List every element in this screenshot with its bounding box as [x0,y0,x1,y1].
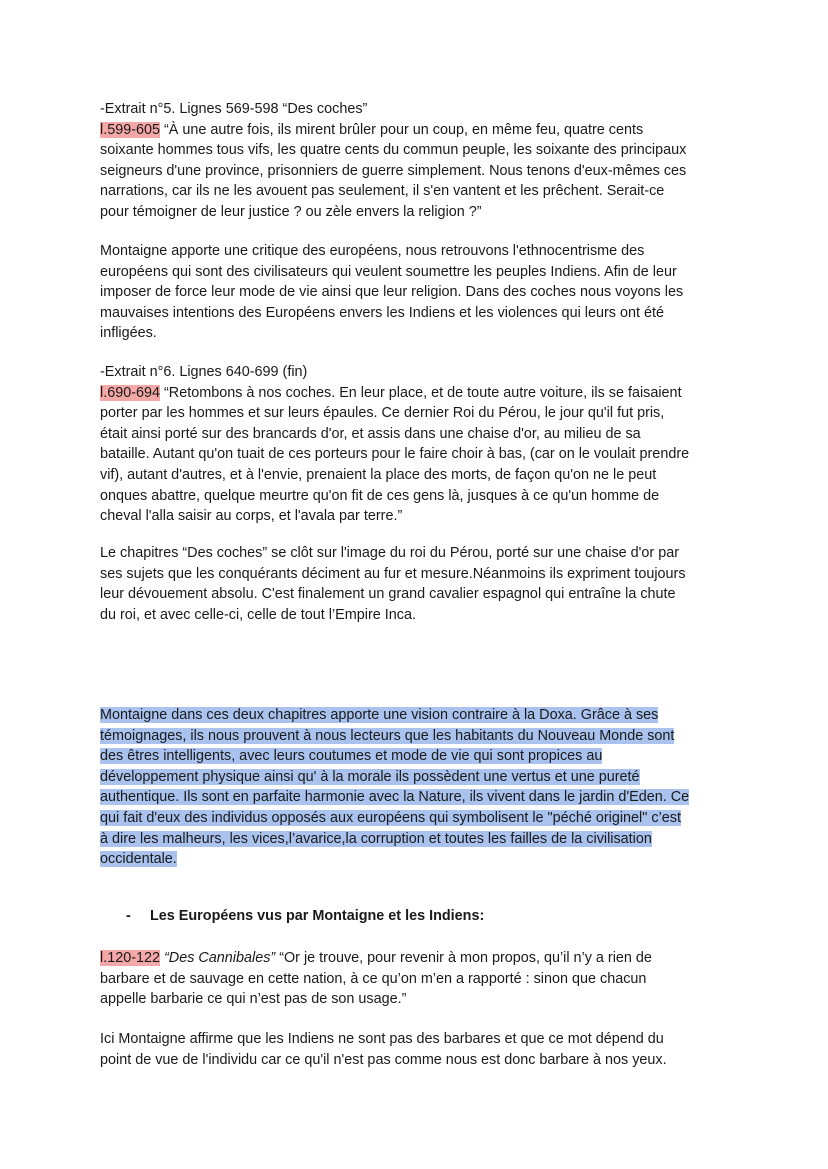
comment-cannibales-line: point de vue de l'individu car ce qu'il n'est pas comme nous est donc barbare à nos yeux. [100,1051,667,1068]
extract-6-quote-line: bataille. Autant qu'on tuait de ces porteurs pour le faire choir à bas, (car on le voulait prendre [100,446,690,463]
conclusion-line: témoignages, ils nous prouvent à nous lecteurs que les habitants du Nouveau Monde sont [100,727,675,744]
extract-5-line-ref: l.599-605 [100,121,161,138]
conclusion-line: développement physique ainsi qu' à la morale ils possèdent une vertus et une pureté [100,768,640,785]
section-heading [126,906,484,927]
extract-5-quote-line: seigneurs d'une province, prisonniers de guerre simplement. Nous tenons d'eux-mêmes ces [100,162,687,179]
extract-5-quote-start: “À une autre fois, ils mirent brûler pour un coup, en même feu, quatre cents [160,121,644,138]
extract-5-quote-line: narrations, car ils ne les avouent pas seulement, il s'en vantent et les prêchent. Serait-ce [100,183,665,200]
extract-6-quote-line: vif), autant d'autres, et à l'envie, prenaient la place des morts, de façon qu'on ne le peut [100,466,657,483]
conclusion-paragraph[interactable] [100,705,740,870]
extract-6 [100,362,740,527]
conclusion-line: Montaigne dans ces deux chapitres apporte une vision contraire à la Doxa. Grâce à ses [100,707,659,723]
comment-6-line: Le chapitres “Des coches” se clôt sur l'image du roi du Pérou, porté sur une chaise d'or par [100,545,680,561]
cannibales-quote-line: barbare et de sauvage en cette nation, à ce qu’on m’en a rapporté : sinon que chacun [100,970,647,987]
cannibales-work-title: “Des Cannibales” [164,950,276,966]
extract-5-quote-line: pour témoigner de leur justice ? ou zèle envers la religion ?” [100,203,482,220]
extract-5-heading: -Extrait n°5. Lignes 569-598 “Des coches” [100,101,368,117]
extract-6-line-ref: l.690-694 [100,384,161,401]
extract-5-quote-line: soixante hommes tous vifs, les quatre cents du commun peuple, les soixante des principaux [100,142,687,159]
comment-cannibales [100,1029,740,1070]
extract-6-heading: -Extrait n°6. Lignes 640-699 (fin) [100,364,308,380]
conclusion-line: à dire les malheurs, les vices,l’avarice,la corruption et toutes les failles de la civilisation [100,830,652,847]
conclusion-line: des êtres intelligents, avec leurs coutumes et mode de vie qui sont propices au [100,748,603,765]
cannibales-line-ref: l.120-122 [100,950,161,966]
extract-6-quote-line: cheval l'alla saisir au corps, et l'avala par terre.” [100,508,403,525]
bullet-dash: - [126,908,131,924]
comment-6 [100,543,740,625]
comment-5-line: européens qui sont des civilisateurs qui veulent soumettre les peuples Indiens. Afin de leur [100,263,677,280]
comment-6-line: leur dévouement absolu. C'est finalement un grand cavalier espagnol qui entraîne la chute [100,586,676,603]
cannibales-quote-start: “Or je trouve, pour revenir à mon propos, qu’il n’y a rien de [275,950,652,966]
conclusion-line: authentique. Ils sont en parfaite harmonie avec la Nature, ils vivent dans le jardin d'Eden. Ce [100,789,690,806]
comment-5-line: imposer de force leur mode de vie ainsi que leur religion. Dans des coches nous voyons les [100,284,684,301]
extract-6-quote-line: était ainsi porté sur des brancards d'or, et assis dans une chaise d'or, au milieu de sa [100,425,641,442]
comment-5-line: mauvaises intentions des Européens envers les Indiens et les violences qui leurs ont été [100,304,664,321]
conclusion-line: occidentale. [100,851,177,868]
comment-5-line: infligées. [100,325,157,342]
comment-6-line: du roi, et avec celle-ci, celle de tout l’Empire Inca. [100,606,416,623]
comment-6-line: ses sujets que les conquérants déciment au fur et mesure.Néanmoins ils expriment toujours [100,565,686,582]
extract-6-quote-line: onques abattre, quelque meurtre qu'on fit de ces gens là, jusques à ce qu'un homme de [100,487,660,504]
conclusion-line: qui fait d'eux des individus opposés aux européens qui symbolisent le "péché originel" c’est [100,809,681,826]
comment-5 [100,241,740,344]
cannibales-quote-line: appelle barbarie ce qui n’est pas de son usage.” [100,991,407,1008]
extract-6-quote-start: “Retombons à nos coches. En leur place, et de toute autre voiture, ils se faisaient [160,384,682,401]
extract-6-quote-line: porter par les hommes et sur leurs épaules. Ce dernier Roi du Pérou, le jour qu'il fut pris, [100,405,665,422]
extract-5 [100,99,740,223]
comment-5-line: Montaigne apporte une critique des européens, nous retrouvons l'ethnocentrisme des [100,243,645,259]
section-title: Les Européens vus par Montaigne et les Indiens: [150,908,485,924]
comment-cannibales-line: Ici Montaigne affirme que les Indiens ne sont pas des barbares et que ce mot dépend du [100,1031,664,1047]
cannibales-quote [100,948,740,1010]
